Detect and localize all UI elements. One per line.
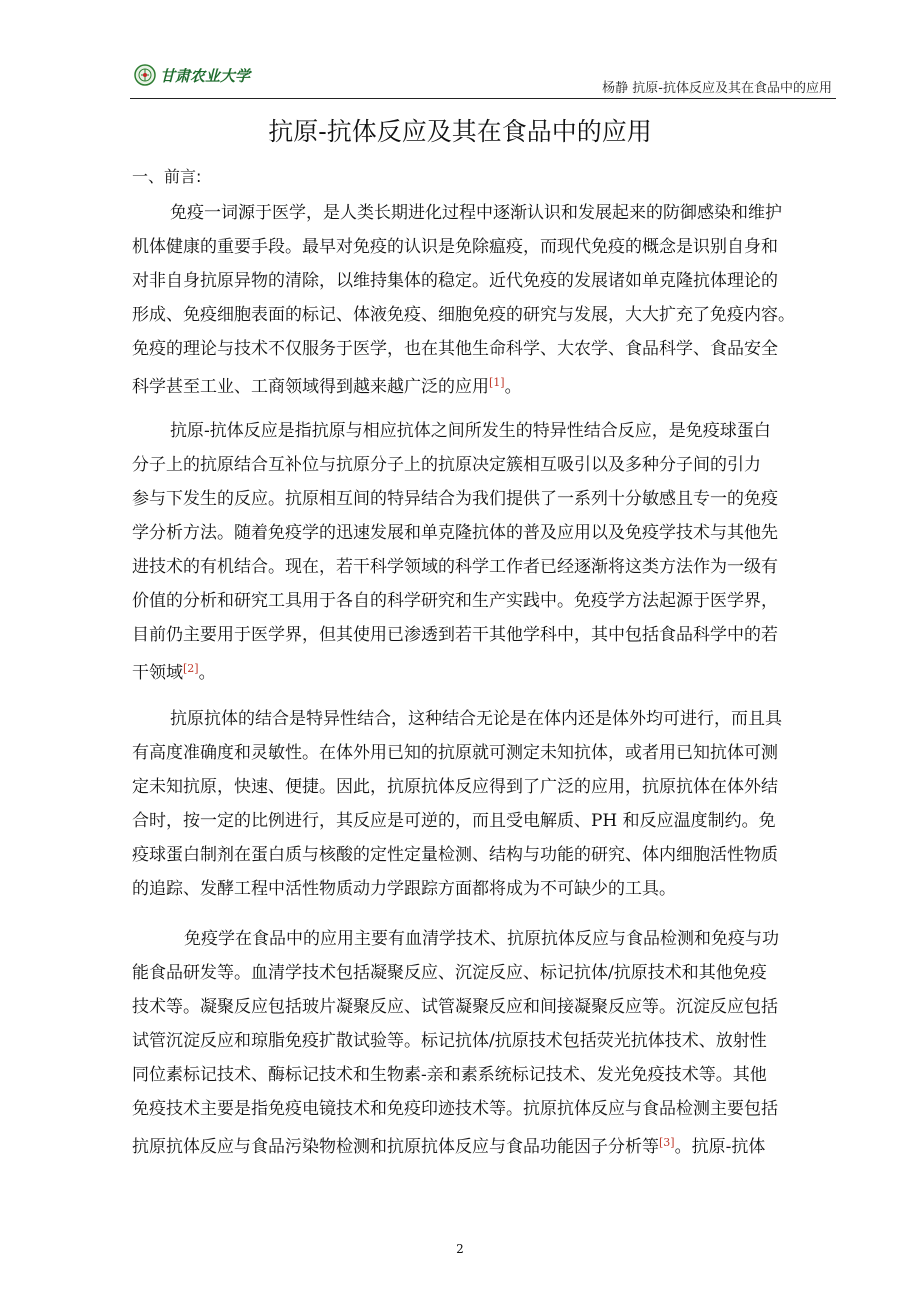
citation-ref[interactable]: [1] [489,376,505,389]
paragraph-line: 学分析方法。随着免疫学的迅速发展和单克隆抗体的普及应用以及免疫学技术与其他先 [132,523,778,543]
paragraph-line-tail: 。 [504,377,522,397]
paragraph-line: 分子上的抗原结合互补位与抗原分子上的抗原决定簇相互吸引以及多种分子间的引力 [132,455,761,475]
paragraph-line: 合时，按一定的比例进行，其反应是可逆的，而且受电解质、PH 和反应温度制约。免 [132,811,776,831]
paragraph-line: 机体健康的重要手段。最早对免疫的认识是免除瘟疫，而现代免疫的概念是识别自身和 [132,237,778,257]
paragraph-line: 进技术的有机结合。现在，若干科学领域的科学工作者已经逐渐将这类方法作为一级有 [132,557,778,577]
university-logo [134,64,250,86]
page-number: 2 [456,1242,464,1256]
paragraph-line: 技术等。凝聚反应包括玻片凝聚反应、试管凝聚反应和间接凝聚反应等。沉淀反应包括 [132,997,778,1017]
paragraph-2 [132,414,830,686]
paragraph-line [132,1126,830,1160]
citation-ref[interactable]: [3] [659,1136,675,1149]
section-heading: 一、前言: [132,167,202,186]
page-header [130,60,836,99]
paragraph-line: 价值的分析和研究工具用于各自的科学研究和生产实践中。免疫学方法起源于医学界， [132,591,778,611]
paragraph-line: 参与下发生的反应。抗原相互间的特异结合为我们提供了一系列十分敏感且专一的免疫 [132,489,778,509]
document-title: 抗原-抗体反应及其在食品中的应用 [268,117,652,146]
university-emblem-icon [134,64,156,86]
paragraph-line: 定未知抗原，快速、便捷。因此，抗原抗体反应得到了广泛的应用，抗原抗体在体外结 [132,777,778,797]
paragraph-3 [132,702,830,906]
paragraph-line: 有高度准确度和灵敏性。在体外用已知的抗原就可测定未知抗体，或者用已知抗体可测 [132,743,778,763]
paragraph-line [132,366,830,400]
paragraph-line: 能食品研发等。血清学技术包括凝聚反应、沉淀反应、标记抗体/抗原技术和其他免疫 [132,963,767,983]
paragraph-line: 免疫的理论与技术不仅服务于医学，也在其他生命科学、大农学、食品科学、食品安全 [132,339,778,359]
paragraph-line-tail: 。 [198,663,216,683]
paragraph-line: 抗原抗体的结合是特异性结合，这种结合无论是在体内还是体外均可进行，而且具 [170,709,782,729]
paragraph-1 [132,196,830,400]
paragraph-line: 的追踪、发酵工程中活性物质动力学跟踪方面都将成为不可缺少的工具。 [132,879,676,899]
paragraph-line: 抗原-抗体反应是指抗原与相应抗体之间所发生的特异性结合反应，是免疫球蛋白 [170,421,771,441]
paragraph-line: 疫球蛋白制剂在蛋白质与核酸的定性定量检测、结构与功能的研究、体内细胞活性物质 [132,845,778,865]
paragraph-line: 免疫学在食品中的应用主要有血清学技术、抗原抗体反应与食品检测和免疫与功 [184,929,779,949]
university-logo-text: 甘肃农业大学 [160,66,251,85]
paragraph-line: 免疫一词源于医学，是人类长期进化过程中逐渐认识和发展起来的防御感染和维护 [170,203,782,223]
citation-ref[interactable]: [2] [183,662,199,675]
paragraph-line [132,652,830,686]
paragraph-line: 形成、免疫细胞表面的标记、体液免疫、细胞免疫的研究与发展，大大扩充了免疫内容。 [132,305,795,325]
paragraph-4 [132,922,830,1160]
paragraph-line-tail: 。抗原-抗体 [674,1137,766,1157]
paragraph-line-text: 抗原抗体反应与食品污染物检测和抗原抗体反应与食品功能因子分析等 [132,1137,659,1157]
paragraph-line: 目前仍主要用于医学界，但其使用已渗透到若干其他学科中，其中包括食品科学中的若 [132,625,778,645]
paragraph-line-text: 科学甚至工业、工商领域得到越来越广泛的应用 [132,377,489,397]
paragraph-line-text: 干领域 [132,663,183,683]
paragraph-line: 对非自身抗原异物的清除，以维持集体的稳定。近代免疫的发展诸如单克隆抗体理论的 [132,271,778,291]
paragraph-line: 同位素标记技术、酶标记技术和生物素-亲和素系统标记技术、发光免疫技术等。其他 [132,1065,767,1085]
paragraph-line: 免疫技术主要是指免疫电镜技术和免疫印迹技术等。抗原抗体反应与食品检测主要包括 [132,1099,778,1119]
paragraph-line: 试管沉淀反应和琼脂免疫扩散试验等。标记抗体/抗原技术包括荧光抗体技术、放射性 [132,1031,767,1051]
running-head: 杨静 抗原-抗体反应及其在食品中的应用 [602,81,832,96]
